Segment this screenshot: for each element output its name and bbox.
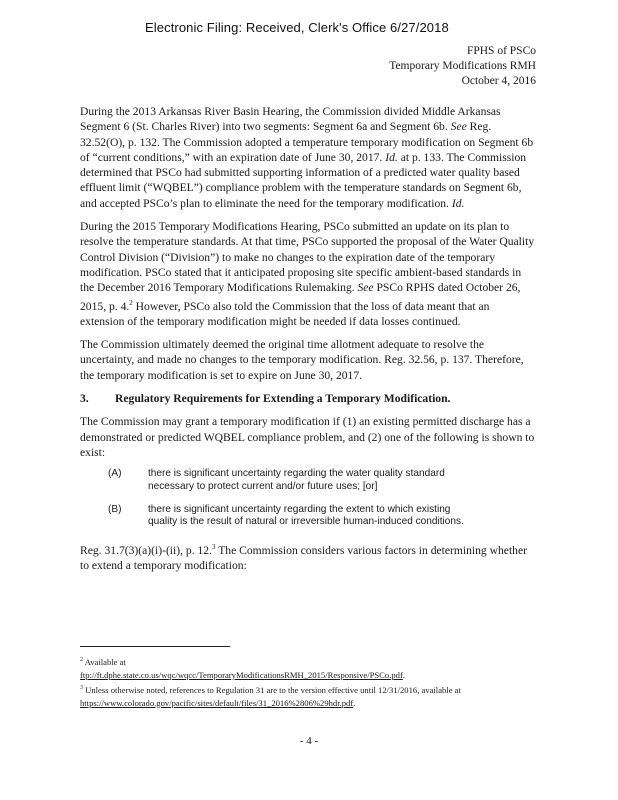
page-number: - 4 - [299,735,319,747]
footnote-2-link[interactable]: ftp://ft.dphe.state.co.us/wqc/wqcc/TemporaryModificationsRMH_2015/Responsive/PSCo.pdf [80,669,403,680]
list-item [80,468,535,494]
footnote-ref-2[interactable]: 2 [129,298,133,307]
header-line-3: October 4, 2016 [461,75,536,87]
list-item-label: (B) [108,503,122,515]
footnote-3-link[interactable]: https://www.colorado.gov/pacific/sites/default/files/31_2016%2806%29hdr.pdf [80,697,354,708]
section-title: Regulatory Requirements for Extending a Temporary Modification. [115,391,451,405]
footnote-2: $^2$ Available at [80,656,126,667]
list-item [80,504,535,530]
document-body [80,104,535,582]
filing-stamp: Electronic Filing: Received, Clerk's Office 6/27/2018 [145,20,449,35]
footnote-2-link-line: ftp://ft.dphe.state.co.us/wqc/wqcc/TemporaryModificationsRMH_2015/Responsive/PSCo.pdf. [80,669,405,680]
footnote-divider [80,646,230,647]
paragraph-1: During the 2013 Arkansas River Basin Hearing, the Commission divided Middle Arkansas Segment 6 (St. Charles River) into two segments: Segment 6a and Segment 6b. See Reg. 32.52(O), p. 132. The Commission adopted a temperature temporary modification on Segment 6b of “current conditions,” with an expiration date of June 30, 2017. Id. at p. 133. The Commission determined that PSCo had submitted supporting information of a predicted water quality based effluent limit (“WQBEL”) compliance problem with the temperature standards on Segment 6b, and accepted PSCo’s plan to eliminate the need for the temporary modification. Id. [80,105,534,210]
document-header [389,44,536,89]
list-item-text: there is significant uncertainty regarding the extent to which existing quality is the result of natural or irreversible human-induced conditions. [148,503,464,528]
list-item-label: (A) [108,468,122,480]
footnote-ref-3[interactable]: 3 [212,543,216,552]
paragraph-5: Reg. 31.7(3)(a)(i)-(ii), p. 12.$^3$ The Commission considers various factors in determining whether to extend a temporary modification: [80,543,527,573]
header-line-2: Temporary Modifications RMH [389,60,536,72]
criteria-list [80,468,535,529]
section-number: 3. [80,391,89,405]
footnotes [80,654,540,710]
paragraph-3: The Commission ultimately deemed the original time allotment adequate to resolve the uncertainty, and made no changes to the temporary modification. Reg. 32.56, p. 137. Therefore, the temporary modification is set to expire on June 30, 2017. [80,338,524,382]
footnote-3: $^3$ Unless otherwise noted, references to Regulation 31 are to the version effective until 12/31/2016, available at https://www.colorado.gov/pacific/sites/default/files/31_2016%2806%29hdr.pdf. [80,684,461,708]
header-line-1: FPHS of PSCo [466,45,536,57]
paragraph-4: The Commission may grant a temporary modification if (1) an existing permitted discharge has a demonstrated or predicted WQBEL compliance problem, and (2) one of the following is shown to exist: [80,415,535,459]
list-item-text: there is significant uncertainty regarding the water quality standard necessary to protect current and/or future uses; [or] [148,468,445,492]
paragraph-2: During the 2015 Temporary Modifications Hearing, PSCo submitted an update on its plan to resolve the temperature standards. At that time, PSCo supported the proposal of the Water Quality Control Division (“Division”) to make no changes to the expiration date of the temporary modification. PSCo stated that it anticipated proposing site specific ambient-based standards in the December 2016 Temporary Modifications Rulemaking. See PSCo RPHS dated October 26, 2015, p. 4.$^2$ However, PSCo also told the Commission that the loss of data meant that an extension of the temporary modification might be needed if data losses continued. [80,220,535,328]
section-heading [80,391,535,406]
